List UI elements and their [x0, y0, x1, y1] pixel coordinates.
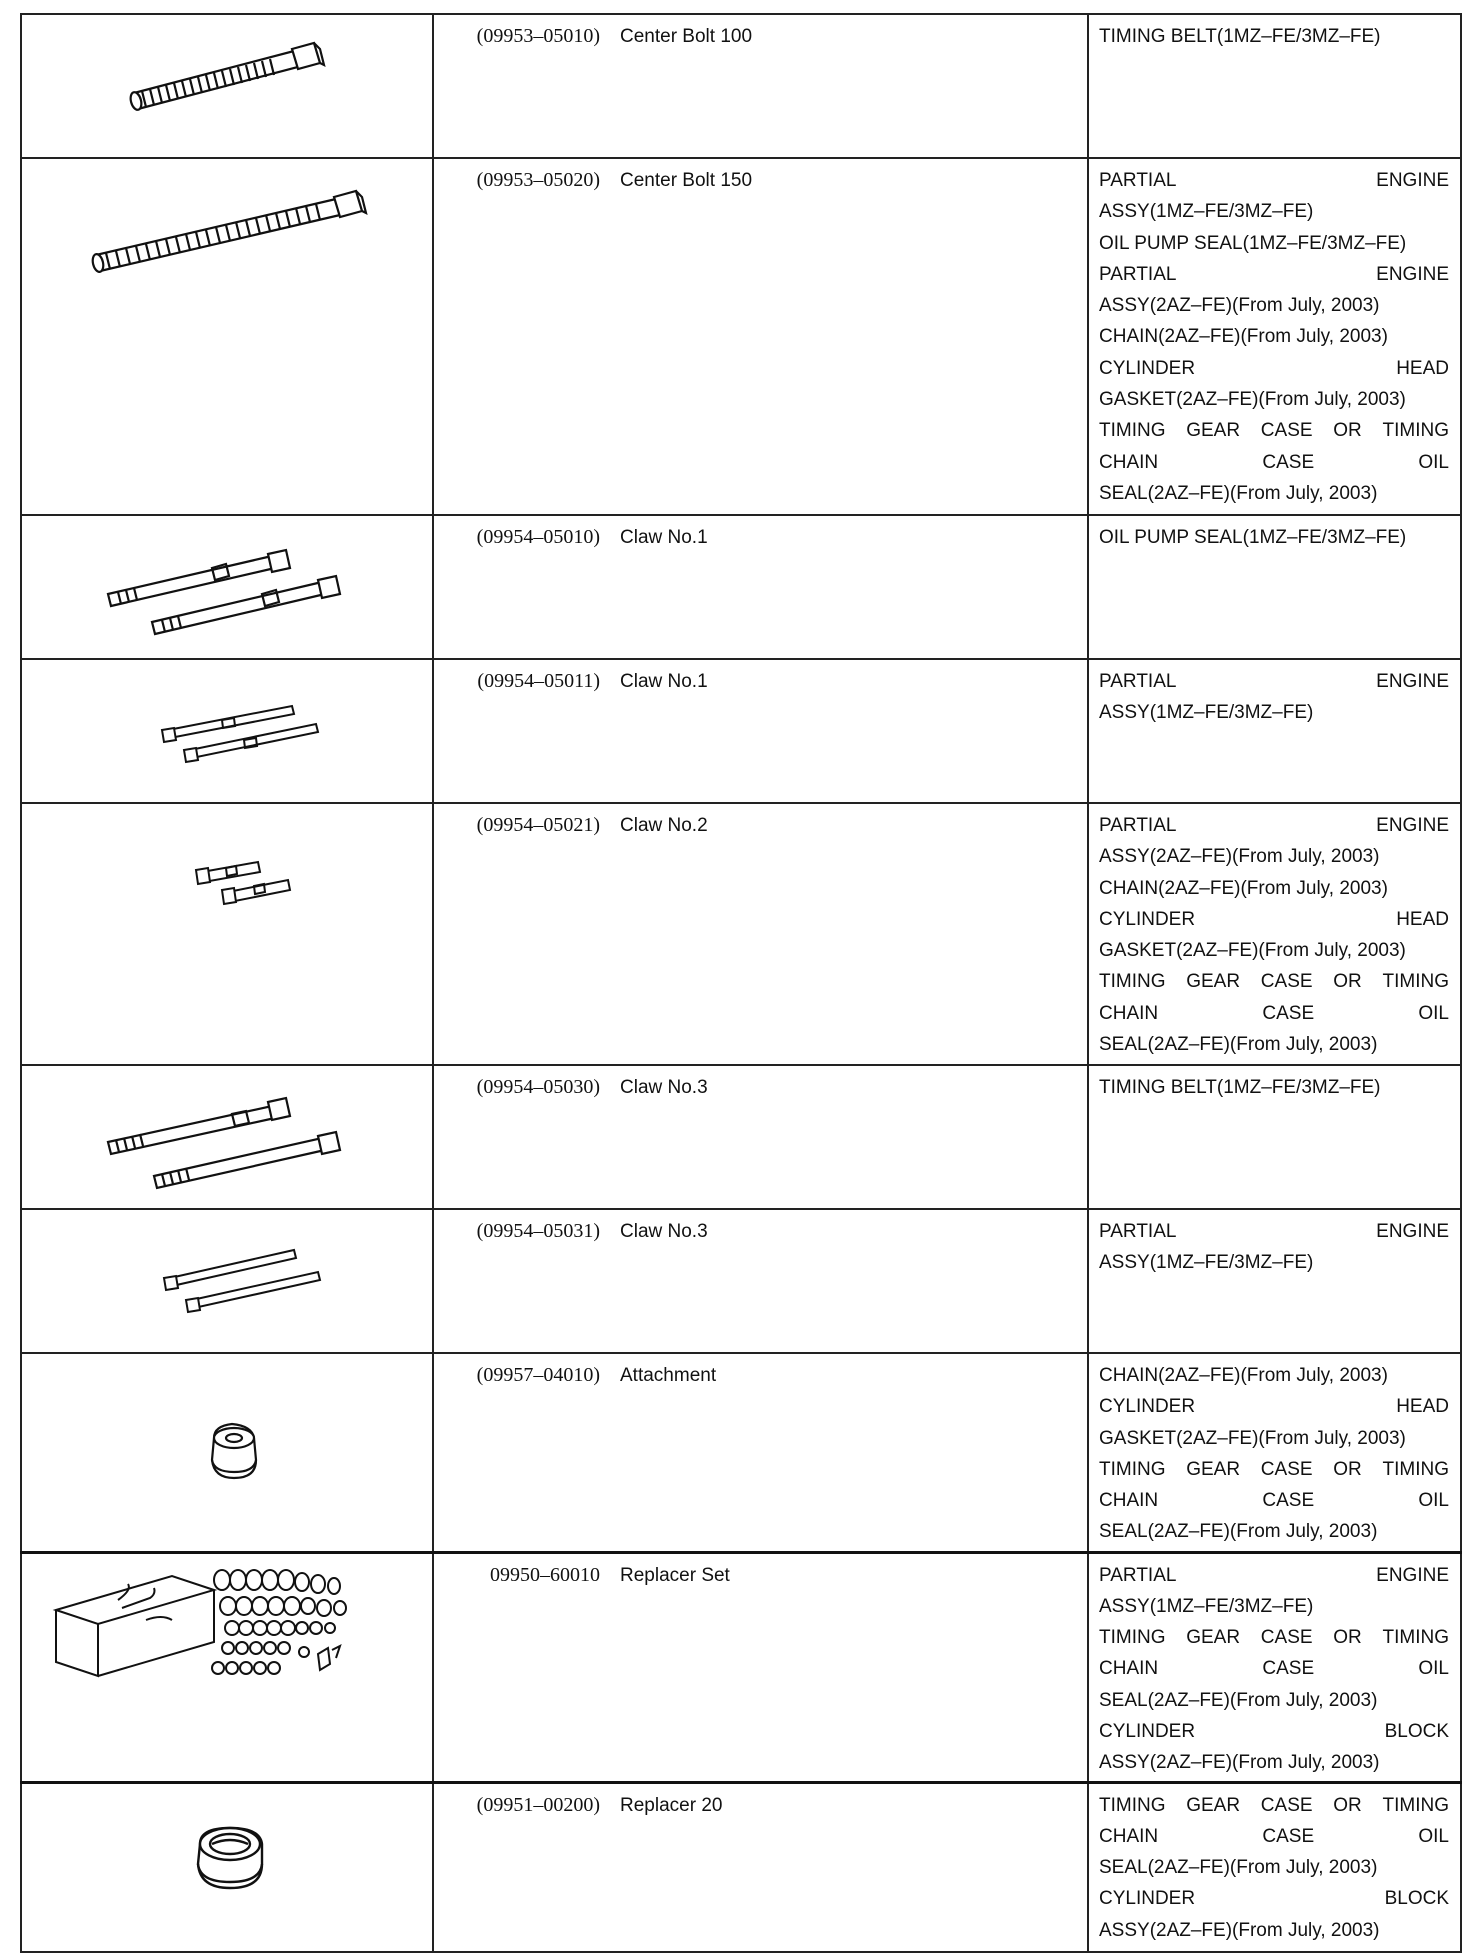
- table-row: [21, 1353, 1461, 1552]
- usage-list: [1089, 1784, 1460, 1946]
- usage-list: [1089, 1354, 1460, 1548]
- usage-line: OIL PUMP SEAL(1MZ–FE/3MZ–FE): [1099, 527, 1407, 548]
- part-name: Claw No.3: [620, 1221, 708, 1242]
- usage-line: CHAIN CASE OIL: [1099, 1658, 1449, 1680]
- usage-line: PARTIAL ENGINE: [1099, 1564, 1449, 1586]
- table-row: [21, 14, 1461, 158]
- part-number: (09954–05010): [476, 526, 600, 548]
- part-name: Center Bolt 150: [620, 170, 753, 191]
- table-row: [21, 659, 1461, 803]
- usage-cell: [1088, 803, 1461, 1065]
- usage-line: GASKET(2AZ–FE)(From July, 2003): [1099, 389, 1406, 411]
- usage-line: GASKET(2AZ–FE)(From July, 2003): [1099, 1427, 1406, 1449]
- usage-line: TIMING BELT(1MZ–FE/3MZ–FE): [1099, 26, 1381, 47]
- usage-line: CHAIN(2AZ–FE)(From July, 2003): [1099, 326, 1388, 348]
- usage-line: ASSY(1MZ–FE/3MZ–FE): [1099, 1595, 1314, 1617]
- usage-list: [1089, 804, 1460, 1060]
- usage-line: CHAIN(2AZ–FE)(From July, 2003): [1099, 1365, 1388, 1386]
- illustration-cell: [21, 1552, 433, 1782]
- usage-line: TIMING GEAR CASE OR TIMING: [1099, 1627, 1449, 1649]
- usage-line: CHAIN CASE OIL: [1099, 1825, 1449, 1847]
- part-number: (09954–05030): [476, 1076, 600, 1098]
- usage-line: PARTIAL ENGINE: [1099, 815, 1449, 836]
- claw-no3-icon: [22, 1066, 432, 1210]
- part-name: Claw No.2: [620, 815, 708, 836]
- usage-line: ASSY(2AZ–FE)(From July, 2003): [1099, 1919, 1380, 1941]
- part-number: (09951–00200): [476, 1793, 600, 1816]
- usage-line: CYLINDER HEAD: [1099, 1396, 1449, 1418]
- usage-line: CHAIN(2AZ–FE)(From July, 2003): [1099, 877, 1388, 899]
- usage-line: ASSY(2AZ–FE)(From July, 2003): [1099, 1752, 1380, 1774]
- illustration-cell: [21, 803, 433, 1065]
- usage-line: PARTIAL ENGINE: [1099, 671, 1449, 692]
- illustration-cell: [21, 659, 433, 803]
- part-cell: [433, 515, 1088, 659]
- replacer-20-icon: [22, 1784, 432, 1954]
- part-cell: [433, 1782, 1088, 1952]
- part-number: (09954–05011): [477, 670, 600, 692]
- part-number: (09953–05010): [476, 25, 600, 47]
- part-cell: [433, 1209, 1088, 1353]
- usage-list: [1089, 159, 1460, 509]
- usage-cell: [1088, 1782, 1461, 1952]
- usage-line: PARTIAL ENGINE: [1099, 1221, 1449, 1242]
- usage-line: TIMING GEAR CASE OR TIMING: [1099, 1794, 1449, 1816]
- usage-cell: [1088, 158, 1461, 515]
- usage-line: TIMING GEAR CASE OR TIMING: [1099, 1458, 1449, 1480]
- part-cell: [433, 659, 1088, 803]
- usage-line: TIMING GEAR CASE OR TIMING: [1099, 420, 1449, 442]
- usage-cell: [1088, 14, 1461, 158]
- table-row: [21, 515, 1461, 659]
- usage-line: SEAL(2AZ–FE)(From July, 2003): [1099, 1857, 1378, 1879]
- center-bolt-150-icon: [22, 159, 432, 516]
- usage-line: PARTIAL ENGINE: [1099, 170, 1449, 191]
- claw-no1-icon: [22, 516, 432, 660]
- part-cell: [433, 1353, 1088, 1552]
- table-row: [21, 1065, 1461, 1209]
- usage-line: ASSY(1MZ–FE/3MZ–FE): [1099, 201, 1314, 223]
- usage-cell: [1088, 659, 1461, 803]
- part-name: Replacer 20: [620, 1794, 723, 1816]
- center-bolt-100-icon: [22, 15, 432, 159]
- usage-line: GASKET(2AZ–FE)(From July, 2003): [1099, 940, 1406, 962]
- usage-line: ASSY(2AZ–FE)(From July, 2003): [1099, 846, 1380, 868]
- usage-cell: [1088, 1065, 1461, 1209]
- part-name: Claw No.3: [620, 1077, 708, 1098]
- usage-line: SEAL(2AZ–FE)(From July, 2003): [1099, 1689, 1378, 1711]
- illustration-cell: [21, 1782, 433, 1952]
- table-row: [21, 158, 1461, 515]
- part-number: (09954–05021): [476, 814, 600, 836]
- claw-no1-thin-icon: [22, 660, 432, 804]
- illustration-cell: [21, 1065, 433, 1209]
- usage-cell: [1088, 1353, 1461, 1552]
- illustration-cell: [21, 515, 433, 659]
- part-cell: [433, 158, 1088, 515]
- usage-list: [1089, 660, 1460, 729]
- usage-line: ASSY(1MZ–FE/3MZ–FE): [1099, 702, 1314, 724]
- usage-line: SEAL(2AZ–FE)(From July, 2003): [1099, 482, 1378, 504]
- part-number: (09957–04010): [476, 1364, 600, 1386]
- usage-line: ASSY(2AZ–FE)(From July, 2003): [1099, 295, 1380, 317]
- usage-cell: [1088, 1552, 1461, 1782]
- illustration-cell: [21, 14, 433, 158]
- usage-list: [1089, 1066, 1460, 1103]
- usage-line: CYLINDER BLOCK: [1099, 1720, 1449, 1742]
- usage-line: ASSY(1MZ–FE/3MZ–FE): [1099, 1252, 1314, 1274]
- part-cell: [433, 1065, 1088, 1209]
- table-row: [21, 1552, 1461, 1782]
- usage-list: [1089, 1210, 1460, 1279]
- part-cell: [433, 803, 1088, 1065]
- table-row: [21, 1209, 1461, 1353]
- illustration-cell: [21, 1209, 433, 1353]
- usage-line: SEAL(2AZ–FE)(From July, 2003): [1099, 1034, 1378, 1056]
- part-cell: [433, 14, 1088, 158]
- usage-list: [1089, 1554, 1460, 1779]
- table-row: [21, 803, 1461, 1065]
- part-name: Center Bolt 100: [620, 26, 753, 47]
- usage-cell: [1088, 515, 1461, 659]
- usage-list: [1089, 516, 1460, 553]
- usage-line: CYLINDER HEAD: [1099, 908, 1449, 930]
- usage-line: CHAIN CASE OIL: [1099, 1490, 1449, 1512]
- table-row: [21, 1782, 1461, 1952]
- sst-table: [20, 13, 1462, 1953]
- part-cell: [433, 1552, 1088, 1782]
- part-name: Claw No.1: [620, 671, 708, 692]
- attachment-icon: [22, 1354, 432, 1553]
- usage-line: TIMING GEAR CASE OR TIMING: [1099, 971, 1449, 993]
- usage-line: CHAIN CASE OIL: [1099, 1002, 1449, 1024]
- part-name: Claw No.1: [620, 527, 708, 548]
- usage-line: TIMING BELT(1MZ–FE/3MZ–FE): [1099, 1077, 1381, 1098]
- usage-line: CYLINDER BLOCK: [1099, 1888, 1449, 1910]
- usage-cell: [1088, 1209, 1461, 1353]
- usage-line: PARTIAL ENGINE: [1099, 263, 1449, 285]
- illustration-cell: [21, 158, 433, 515]
- usage-line: CHAIN CASE OIL: [1099, 451, 1449, 473]
- replacer-set-icon: [22, 1554, 432, 1784]
- usage-line: SEAL(2AZ–FE)(From July, 2003): [1099, 1521, 1378, 1543]
- part-name: Replacer Set: [620, 1564, 730, 1586]
- claw-no3-thin-icon: [22, 1210, 432, 1354]
- part-number: (09953–05020): [476, 169, 600, 191]
- usage-line: CYLINDER HEAD: [1099, 357, 1449, 379]
- part-number: (09954–05031): [476, 1220, 600, 1242]
- claw-no2-icon: [22, 804, 432, 1066]
- part-name: Attachment: [620, 1365, 717, 1386]
- illustration-cell: [21, 1353, 433, 1552]
- part-number: 09950–60010: [490, 1563, 600, 1586]
- usage-line: OIL PUMP SEAL(1MZ–FE/3MZ–FE): [1099, 232, 1407, 254]
- usage-list: [1089, 15, 1460, 52]
